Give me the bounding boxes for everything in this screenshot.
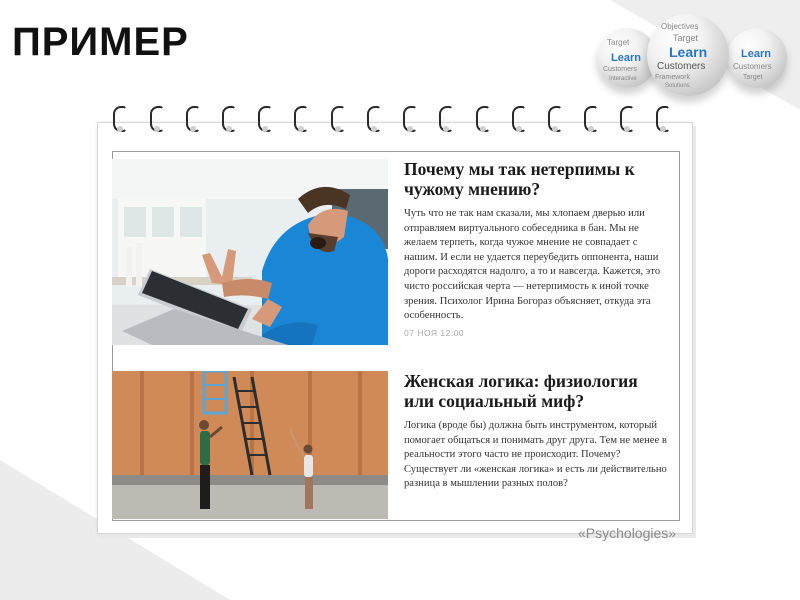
sphere-word: Customers (657, 61, 706, 72)
photo-illustration (112, 159, 388, 345)
sphere-word: Solutions (665, 83, 690, 89)
sphere-word: Customers (733, 62, 772, 71)
notepad-spiral-ring (258, 106, 272, 134)
article-summary: Логика (вроде бы) должна быть инструментом, который помогает общаться и понимать друг друга. Тем не менее в реальности этого часто не происходит. Почему? Существует ли «женская логика» и есть ли действительно разница в мышлении разных полов? (404, 420, 667, 490)
sphere-word: Learn (741, 48, 771, 60)
sphere-word: Framework (655, 74, 691, 81)
notepad-spiral-ring (439, 106, 453, 134)
article-summary: Чуть что не так нам сказали, мы хлопаем дверью или отправляем виртуального собеседника в бан. Мы не желаем терпеть, когда чужое мнение не совпадает с нашим. И если не удается переубедить оппонента, наши дороги расходятся надолго, а то и навсегда. Кажется, это чисто российская черта — нетерпимость к иной точке зрения. Психолог Ирина Богораз объясняет, откуда эта особенность. (404, 208, 661, 322)
slide-title: ПРИМЕР (12, 20, 189, 64)
notepad-spiral-ring (113, 106, 127, 134)
notepad-spiral-ring (222, 106, 236, 134)
sphere-word: Interactive (609, 76, 637, 82)
notepad-spiral-ring (294, 106, 308, 134)
notepad-spiral-ring (620, 106, 634, 134)
word-sphere-center (647, 14, 729, 96)
sphere-word: Customers (603, 66, 637, 73)
notepad-spiral-ring (150, 106, 164, 134)
notepad-spiral-ring (548, 106, 562, 134)
notepad-spiral-ring (476, 106, 490, 134)
sphere-word: Learn (669, 44, 708, 60)
article-text (404, 371, 668, 492)
notepad-spiral-ring (367, 106, 381, 134)
sphere-word: Objectives (661, 22, 699, 31)
notepad (97, 122, 693, 534)
photo-illustration (112, 371, 388, 519)
notepad-spiral-ring (512, 106, 526, 134)
word-sphere-right (727, 28, 787, 88)
source-caption: «Psychologies» (578, 525, 677, 541)
notepad-spiral-ring (656, 106, 670, 134)
sphere-word: Learn (611, 52, 641, 64)
article-title[interactable]: Почему мы так нетерпимы к чужому мнению? (404, 159, 635, 199)
article-card[interactable] (112, 371, 666, 519)
notepad-spiral-ring (584, 106, 598, 134)
sphere-word: Target (743, 74, 763, 81)
article-date: 07 НОЯ 12:00 (404, 327, 465, 338)
article-photo-ladder-couple[interactable] (112, 371, 388, 519)
sphere-word: Target (607, 38, 630, 47)
article-card[interactable] (112, 159, 666, 345)
sphere-word: Target (673, 33, 699, 43)
word-cloud-spheres (595, 14, 795, 106)
notepad-spiral-ring (403, 106, 417, 134)
article-text (404, 159, 668, 338)
notepad-spiral-ring (186, 106, 200, 134)
notepad-spiral-ring (331, 106, 345, 134)
article-title[interactable]: Женская логика: физиология или социальный миф? (404, 371, 638, 411)
article-photo-angry-man[interactable] (112, 159, 388, 345)
